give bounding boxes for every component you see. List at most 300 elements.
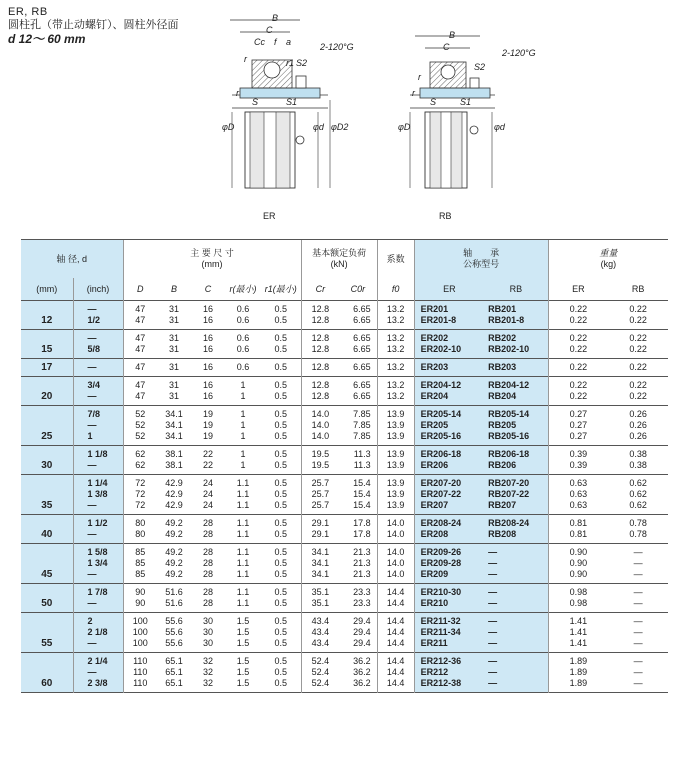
table-row (21, 638, 668, 653)
label-s2: S2 (296, 58, 308, 68)
cell-outer-d: 47 (123, 391, 157, 406)
table-row (21, 431, 668, 446)
cell-r1: 0.5 (261, 301, 301, 316)
cell-r1: 0.5 (261, 446, 301, 461)
cell-er-model: ER205-16 (414, 431, 484, 446)
cell-f0: 13.2 (377, 301, 414, 316)
cell-f0: 14.4 (377, 678, 414, 693)
cell-c0r: 29.4 (339, 613, 377, 628)
cell-weight-er: 0.27 (548, 406, 608, 421)
cell-c0r: 7.85 (339, 406, 377, 421)
cell-outer-d: 62 (123, 446, 157, 461)
cell-c0r: 6.65 (353, 391, 371, 401)
cell-rb-model: RB207-20 (484, 475, 548, 490)
cell-weight-er: 0.22 (548, 344, 608, 359)
cell-bore-inch: 1 1/8 (73, 446, 123, 461)
cell-width-c: 16 (191, 359, 225, 377)
cell-weight-rb: — (633, 558, 643, 568)
table-row (21, 678, 668, 693)
col-weight-rb: RB (631, 283, 645, 294)
cell-rb-model: RB201-8 (484, 315, 548, 330)
cell-width-c: 16 (203, 344, 214, 354)
cell-er-model: ER205 (414, 420, 484, 431)
cell-weight-rb: — (633, 569, 643, 579)
cell-r1: 0.5 (274, 315, 288, 325)
cell-r1: 0.5 (274, 420, 288, 430)
cell-weight-er: 0.81 (548, 515, 608, 530)
cell-r1: 0.5 (261, 406, 301, 421)
table-row (21, 391, 668, 406)
cell-cr: 34.1 (301, 544, 339, 559)
bore-range: d 12～ 60 mm (8, 32, 86, 46)
cell-r: 0.6 (225, 359, 261, 377)
cell-weight-rb: 0.26 (608, 406, 668, 421)
cell-r: 0.6 (225, 330, 261, 345)
cell-f0: 13.2 (377, 315, 414, 330)
header-coef: 系数 (377, 240, 414, 279)
cell-rb-model: RB205 (484, 420, 548, 431)
cell-width-b: 65.1 (165, 667, 183, 677)
cell-bore-mm (21, 558, 73, 569)
cell-weight-er: 0.90 (548, 558, 608, 569)
cell-bore-mm: 25 (21, 431, 73, 446)
cell-r1: 0.5 (261, 653, 301, 668)
cell-weight-er: 1.89 (548, 667, 608, 678)
cell-width-b: 65.1 (157, 653, 191, 668)
cell-bore-inch: — (73, 638, 123, 653)
cell-rb-model: RB206-18 (484, 446, 548, 461)
cell-width-b: 38.1 (165, 460, 183, 470)
cell-bore-mm (21, 475, 73, 490)
cell-weight-rb: 0.22 (629, 344, 647, 354)
cell-cr: 25.7 (301, 475, 339, 490)
rb-label-s1: S1 (460, 97, 472, 107)
cell-rb-model: RB208-24 (484, 515, 548, 530)
cell-cr: 12.8 (301, 315, 339, 330)
cell-width-b: 34.1 (165, 431, 183, 441)
cell-weight-rb: 0.78 (629, 529, 647, 539)
cell-bore-inch: — (73, 420, 123, 431)
cell-er-model: ER209 (414, 569, 484, 584)
cell-c0r: 29.4 (353, 627, 371, 637)
cell-cr: 43.4 (301, 627, 339, 638)
label-s: S (252, 97, 259, 107)
cell-er-model: ER207-22 (414, 489, 484, 500)
cell-bore-mm: 20 (21, 391, 73, 406)
cell-er-model: ER208 (414, 529, 484, 544)
cell-c0r: 7.85 (353, 431, 371, 441)
cell-cr: 34.1 (301, 569, 339, 584)
cell-r: 1.5 (225, 613, 261, 628)
cell-er-model: ER211-32 (414, 613, 484, 628)
cell-width-c: 28 (203, 598, 214, 608)
cell-width-c: 19 (203, 420, 214, 430)
cell-bore-inch: 1/2 (73, 315, 123, 330)
cell-bore-inch: 1 (73, 431, 123, 446)
cell-bore-mm (21, 544, 73, 559)
cell-cr: 52.4 (301, 678, 339, 693)
cell-bore-mm: 60 (21, 678, 73, 693)
cell-weight-rb: — (608, 544, 668, 559)
cell-cr: 14.0 (301, 406, 339, 421)
cell-r: 1 (240, 391, 246, 401)
col-c: C (204, 283, 212, 294)
rb-label-r: r (418, 72, 421, 82)
cell-width-c: 28 (203, 558, 214, 568)
label-big-d: φD (222, 122, 235, 132)
cell-weight-er: 0.90 (548, 544, 608, 559)
rb-caption: RB (439, 211, 452, 221)
cell-width-c: 24 (203, 500, 214, 510)
cell-bore-mm (21, 330, 73, 345)
cell-er-model: ER212 (414, 667, 484, 678)
cell-width-c: 28 (203, 569, 214, 579)
cell-rb-model: — (484, 653, 548, 668)
col-f0: f0 (377, 278, 414, 301)
cell-c0r: 11.3 (339, 446, 377, 461)
cell-r1: 0.5 (274, 569, 288, 579)
cell-width-b: 55.6 (165, 638, 183, 648)
label-cc: Cc (254, 37, 265, 47)
cell-width-b: 34.1 (165, 420, 183, 430)
cell-bore-inch: 2 1/8 (73, 627, 123, 638)
cell-er-model: ER206-18 (414, 446, 484, 461)
cell-width-c: 22 (203, 460, 214, 470)
col-mm: (mm) (21, 278, 73, 301)
cell-c0r: 23.3 (353, 598, 371, 608)
cell-cr: 12.8 (301, 330, 339, 345)
cell-rb-model: — (484, 544, 548, 559)
cell-f0: 13.9 (377, 431, 414, 446)
cell-r: 1.1 (236, 569, 250, 579)
cell-r: 1.1 (225, 544, 261, 559)
cell-width-c: 24 (203, 489, 214, 499)
cell-r: 1.5 (236, 627, 250, 637)
cell-er-model: ER206 (414, 460, 484, 475)
cell-bore-inch: 2 (73, 613, 123, 628)
cell-bore-inch: 7/8 (73, 406, 123, 421)
cell-width-c: 19 (191, 406, 225, 421)
cell-bore-mm: 17 (21, 359, 73, 377)
cell-cr: 43.4 (301, 613, 339, 628)
cell-f0: 13.9 (377, 500, 414, 515)
cell-c0r: 6.65 (353, 315, 371, 325)
cell-width-b: 51.6 (165, 598, 183, 608)
cell-er-model: ER205-14 (414, 406, 484, 421)
cell-f0: 14.4 (377, 653, 414, 668)
cell-er-model: ER210 (414, 598, 484, 613)
cell-outer-d: 100 (123, 613, 157, 628)
cell-weight-er: 0.63 (548, 475, 608, 490)
cell-bore-inch: 2 1/4 (73, 653, 123, 668)
cell-bore-mm: 12 (21, 315, 73, 330)
table-row (21, 569, 668, 584)
cell-weight-rb: — (633, 667, 643, 677)
cell-weight-er: 1.89 (548, 653, 608, 668)
cell-cr: 14.0 (301, 420, 339, 431)
cell-r1: 0.5 (261, 330, 301, 345)
cell-cr: 19.5 (301, 460, 339, 475)
col-b: B (171, 283, 178, 294)
cell-width-c: 16 (203, 315, 214, 325)
cell-outer-d: 85 (123, 558, 157, 569)
er-caption: ER (263, 211, 276, 221)
cell-r1: 0.5 (274, 598, 288, 608)
rb-label-big-d: φD (398, 122, 411, 132)
cell-r: 1.1 (225, 515, 261, 530)
cell-weight-er: 0.98 (548, 584, 608, 599)
cell-c0r: 36.2 (353, 667, 371, 677)
cell-c0r: 7.85 (353, 420, 371, 430)
cell-width-b: 49.2 (165, 558, 183, 568)
cell-outer-d: 90 (123, 598, 157, 613)
rb-label-r-lower: r (412, 88, 415, 98)
table-row (21, 489, 668, 500)
label-small-d: φd (313, 122, 324, 132)
cell-width-c: 16 (191, 301, 225, 316)
col-cr: Cr (301, 278, 339, 301)
cell-r: 1 (240, 431, 246, 441)
cell-er-model: ER201 (414, 301, 484, 316)
cell-r: 0.6 (236, 315, 250, 325)
cell-width-c: 30 (203, 627, 214, 637)
series-description: 圆柱孔（带止动螺钉）、圆柱外径面 (8, 19, 179, 31)
cell-weight-rb: — (608, 584, 668, 599)
cell-weight-er: 0.27 (548, 420, 608, 431)
bearing-spec-table (21, 239, 668, 693)
cell-width-b: 65.1 (165, 678, 183, 688)
cell-er-model: ER202 (414, 330, 484, 345)
rb-label-g: 2-120°G (502, 48, 536, 58)
cell-bore-mm (21, 653, 73, 668)
cell-c0r: 21.3 (339, 544, 377, 559)
cell-bore-mm (21, 627, 73, 638)
cell-rb-model: RB205-16 (484, 431, 548, 446)
cell-c0r: 6.65 (339, 330, 377, 345)
cell-r: 1.1 (236, 500, 250, 510)
header-dims: 主 要 尺 寸 (mm) (123, 240, 301, 279)
cell-outer-d: 47 (123, 377, 157, 392)
rb-label-s: S (430, 97, 437, 107)
col-r1: r1(最小) (264, 283, 297, 294)
cell-outer-d: 72 (123, 475, 157, 490)
col-c0r: C0r (350, 283, 366, 294)
cell-rb-model: — (484, 558, 548, 569)
cell-rb-model: RB207-22 (484, 489, 548, 500)
cell-c0r: 6.65 (353, 344, 371, 354)
cell-c0r: 17.8 (353, 529, 371, 539)
cell-r: 0.6 (236, 344, 250, 354)
cell-width-c: 28 (191, 515, 225, 530)
cell-bore-inch: — (73, 391, 123, 406)
cell-r1: 0.5 (261, 515, 301, 530)
cell-er-model: ER204-12 (414, 377, 484, 392)
cell-width-c: 16 (191, 330, 225, 345)
header-shaft: 轴 径, d (21, 240, 123, 279)
cell-r1: 0.5 (261, 377, 301, 392)
cell-bore-inch: 3/4 (73, 377, 123, 392)
table-row (21, 558, 668, 569)
cell-bore-inch: 1 7/8 (73, 584, 123, 599)
cell-bore-inch: 1 1/2 (73, 515, 123, 530)
table-row (21, 359, 668, 377)
cell-weight-rb: 0.62 (629, 489, 647, 499)
cell-r1: 0.5 (274, 460, 288, 470)
cell-width-b: 31 (157, 377, 191, 392)
cell-outer-d: 47 (123, 315, 157, 330)
cell-cr: 12.8 (301, 377, 339, 392)
table-row (21, 301, 668, 316)
cell-cr: 12.8 (301, 344, 339, 359)
cell-f0: 13.2 (377, 377, 414, 392)
cell-weight-rb: 0.22 (608, 330, 668, 345)
cell-f0: 14.0 (377, 569, 414, 584)
cell-r1: 0.5 (274, 391, 288, 401)
cell-outer-d: 72 (123, 500, 157, 515)
cell-r: 1.1 (225, 584, 261, 599)
cell-f0: 13.9 (377, 446, 414, 461)
cell-r: 1.5 (236, 638, 250, 648)
cell-weight-er: 0.22 (548, 377, 608, 392)
cell-bore-inch: — (73, 667, 123, 678)
cell-f0: 13.9 (377, 475, 414, 490)
cell-weight-er: 0.22 (548, 315, 608, 330)
cell-weight-er: 0.22 (548, 330, 608, 345)
cell-cr: 52.4 (301, 667, 339, 678)
cell-width-c: 32 (203, 667, 214, 677)
cell-bore-mm (21, 613, 73, 628)
cell-er-model: ER212-38 (414, 678, 484, 693)
cell-width-c: 19 (203, 431, 214, 441)
cell-bore-mm: 15 (21, 344, 73, 359)
cell-width-b: 49.2 (165, 569, 183, 579)
cell-rb-model: — (484, 598, 548, 613)
cell-c0r: 6.65 (339, 377, 377, 392)
cell-outer-d: 100 (123, 627, 157, 638)
cell-r: 1.5 (236, 678, 250, 688)
cell-bore-inch: 1 3/4 (73, 558, 123, 569)
table-row (21, 420, 668, 431)
cell-rb-model: RB204-12 (484, 377, 548, 392)
label-a: a (286, 37, 292, 47)
cell-r1: 0.5 (274, 667, 288, 677)
cell-bore-inch: — (73, 569, 123, 584)
label-b: B (272, 13, 279, 23)
cell-rb-model: — (484, 678, 548, 693)
cell-rb-model: — (484, 584, 548, 599)
cell-width-b: 34.1 (157, 406, 191, 421)
cell-r: 1.1 (236, 489, 250, 499)
cell-f0: 13.2 (377, 330, 414, 345)
cell-weight-er: 1.41 (548, 627, 608, 638)
cell-weight-er: 1.41 (548, 613, 608, 628)
cell-width-b: 31 (157, 330, 191, 345)
cell-weight-rb: — (608, 653, 668, 668)
cell-width-b: 38.1 (157, 446, 191, 461)
cell-outer-d: 47 (123, 330, 157, 345)
table-row (21, 460, 668, 475)
cell-f0: 14.4 (377, 627, 414, 638)
cell-bore-inch: — (73, 598, 123, 613)
cell-outer-d: 52 (123, 431, 157, 446)
cell-width-c: 16 (191, 377, 225, 392)
table-row (21, 475, 668, 490)
cell-er-model: ER209-26 (414, 544, 484, 559)
cell-weight-rb: 0.22 (629, 391, 647, 401)
cell-weight-rb: 0.26 (629, 431, 647, 441)
cell-width-b: 42.9 (165, 500, 183, 510)
cell-bore-mm: 30 (21, 460, 73, 475)
cell-f0: 14.4 (377, 638, 414, 653)
cell-r: 1 (225, 446, 261, 461)
col-rb: RB (484, 278, 548, 301)
table-row (21, 330, 668, 345)
cell-cr: 12.8 (301, 391, 339, 406)
cell-rb-model: RB206 (484, 460, 548, 475)
label-f: f (274, 37, 277, 47)
cell-r1: 0.5 (261, 584, 301, 599)
label-d2: φD2 (331, 122, 349, 132)
cell-r1: 0.5 (274, 638, 288, 648)
col-er: ER (414, 278, 484, 301)
cell-width-c: 30 (203, 638, 214, 648)
cell-f0: 14.0 (377, 558, 414, 569)
header-load: 基本额定负荷 (kN) (301, 240, 377, 279)
cell-er-model: ER209-28 (414, 558, 484, 569)
cell-bore-inch: 1 5/8 (73, 544, 123, 559)
cell-f0: 14.0 (377, 544, 414, 559)
cell-weight-rb: 0.62 (608, 475, 668, 490)
cell-outer-d: 110 (123, 653, 157, 668)
table-row (21, 584, 668, 599)
cell-weight-er: 1.89 (548, 678, 608, 693)
cell-weight-rb: — (633, 627, 643, 637)
cell-weight-er: 0.22 (548, 359, 608, 377)
cell-bore-mm: 35 (21, 500, 73, 515)
cell-weight-er: 0.81 (548, 529, 608, 544)
cell-f0: 13.2 (377, 359, 414, 377)
cell-bore-inch: 1 1/4 (73, 475, 123, 490)
cell-rb-model: RB205-14 (484, 406, 548, 421)
cell-cr: 19.5 (301, 446, 339, 461)
cell-c0r: 6.65 (339, 301, 377, 316)
cell-width-b: 42.9 (157, 475, 191, 490)
cell-weight-rb: 0.78 (608, 515, 668, 530)
table-row (21, 653, 668, 668)
cell-width-c: 28 (191, 584, 225, 599)
cell-weight-er: 0.98 (548, 598, 608, 613)
cell-r1: 0.5 (274, 489, 288, 499)
table-row (21, 344, 668, 359)
cell-r: 1 (225, 377, 261, 392)
cell-width-b: 31 (157, 359, 191, 377)
cell-cr: 43.4 (301, 638, 339, 653)
cell-bore-inch: — (73, 529, 123, 544)
cell-outer-d: 52 (123, 406, 157, 421)
cell-er-model: ER210-30 (414, 584, 484, 599)
cell-weight-rb: 0.22 (608, 301, 668, 316)
cell-cr: 29.1 (301, 529, 339, 544)
cell-weight-rb: — (633, 598, 643, 608)
table-row (21, 315, 668, 330)
cell-bore-inch: — (73, 460, 123, 475)
cell-rb-model: RB208 (484, 529, 548, 544)
cell-er-model: ER207-20 (414, 475, 484, 490)
cell-r1: 0.5 (274, 678, 288, 688)
cell-width-c: 30 (191, 613, 225, 628)
cell-er-model: ER203 (414, 359, 484, 377)
cell-outer-d: 62 (123, 460, 157, 475)
